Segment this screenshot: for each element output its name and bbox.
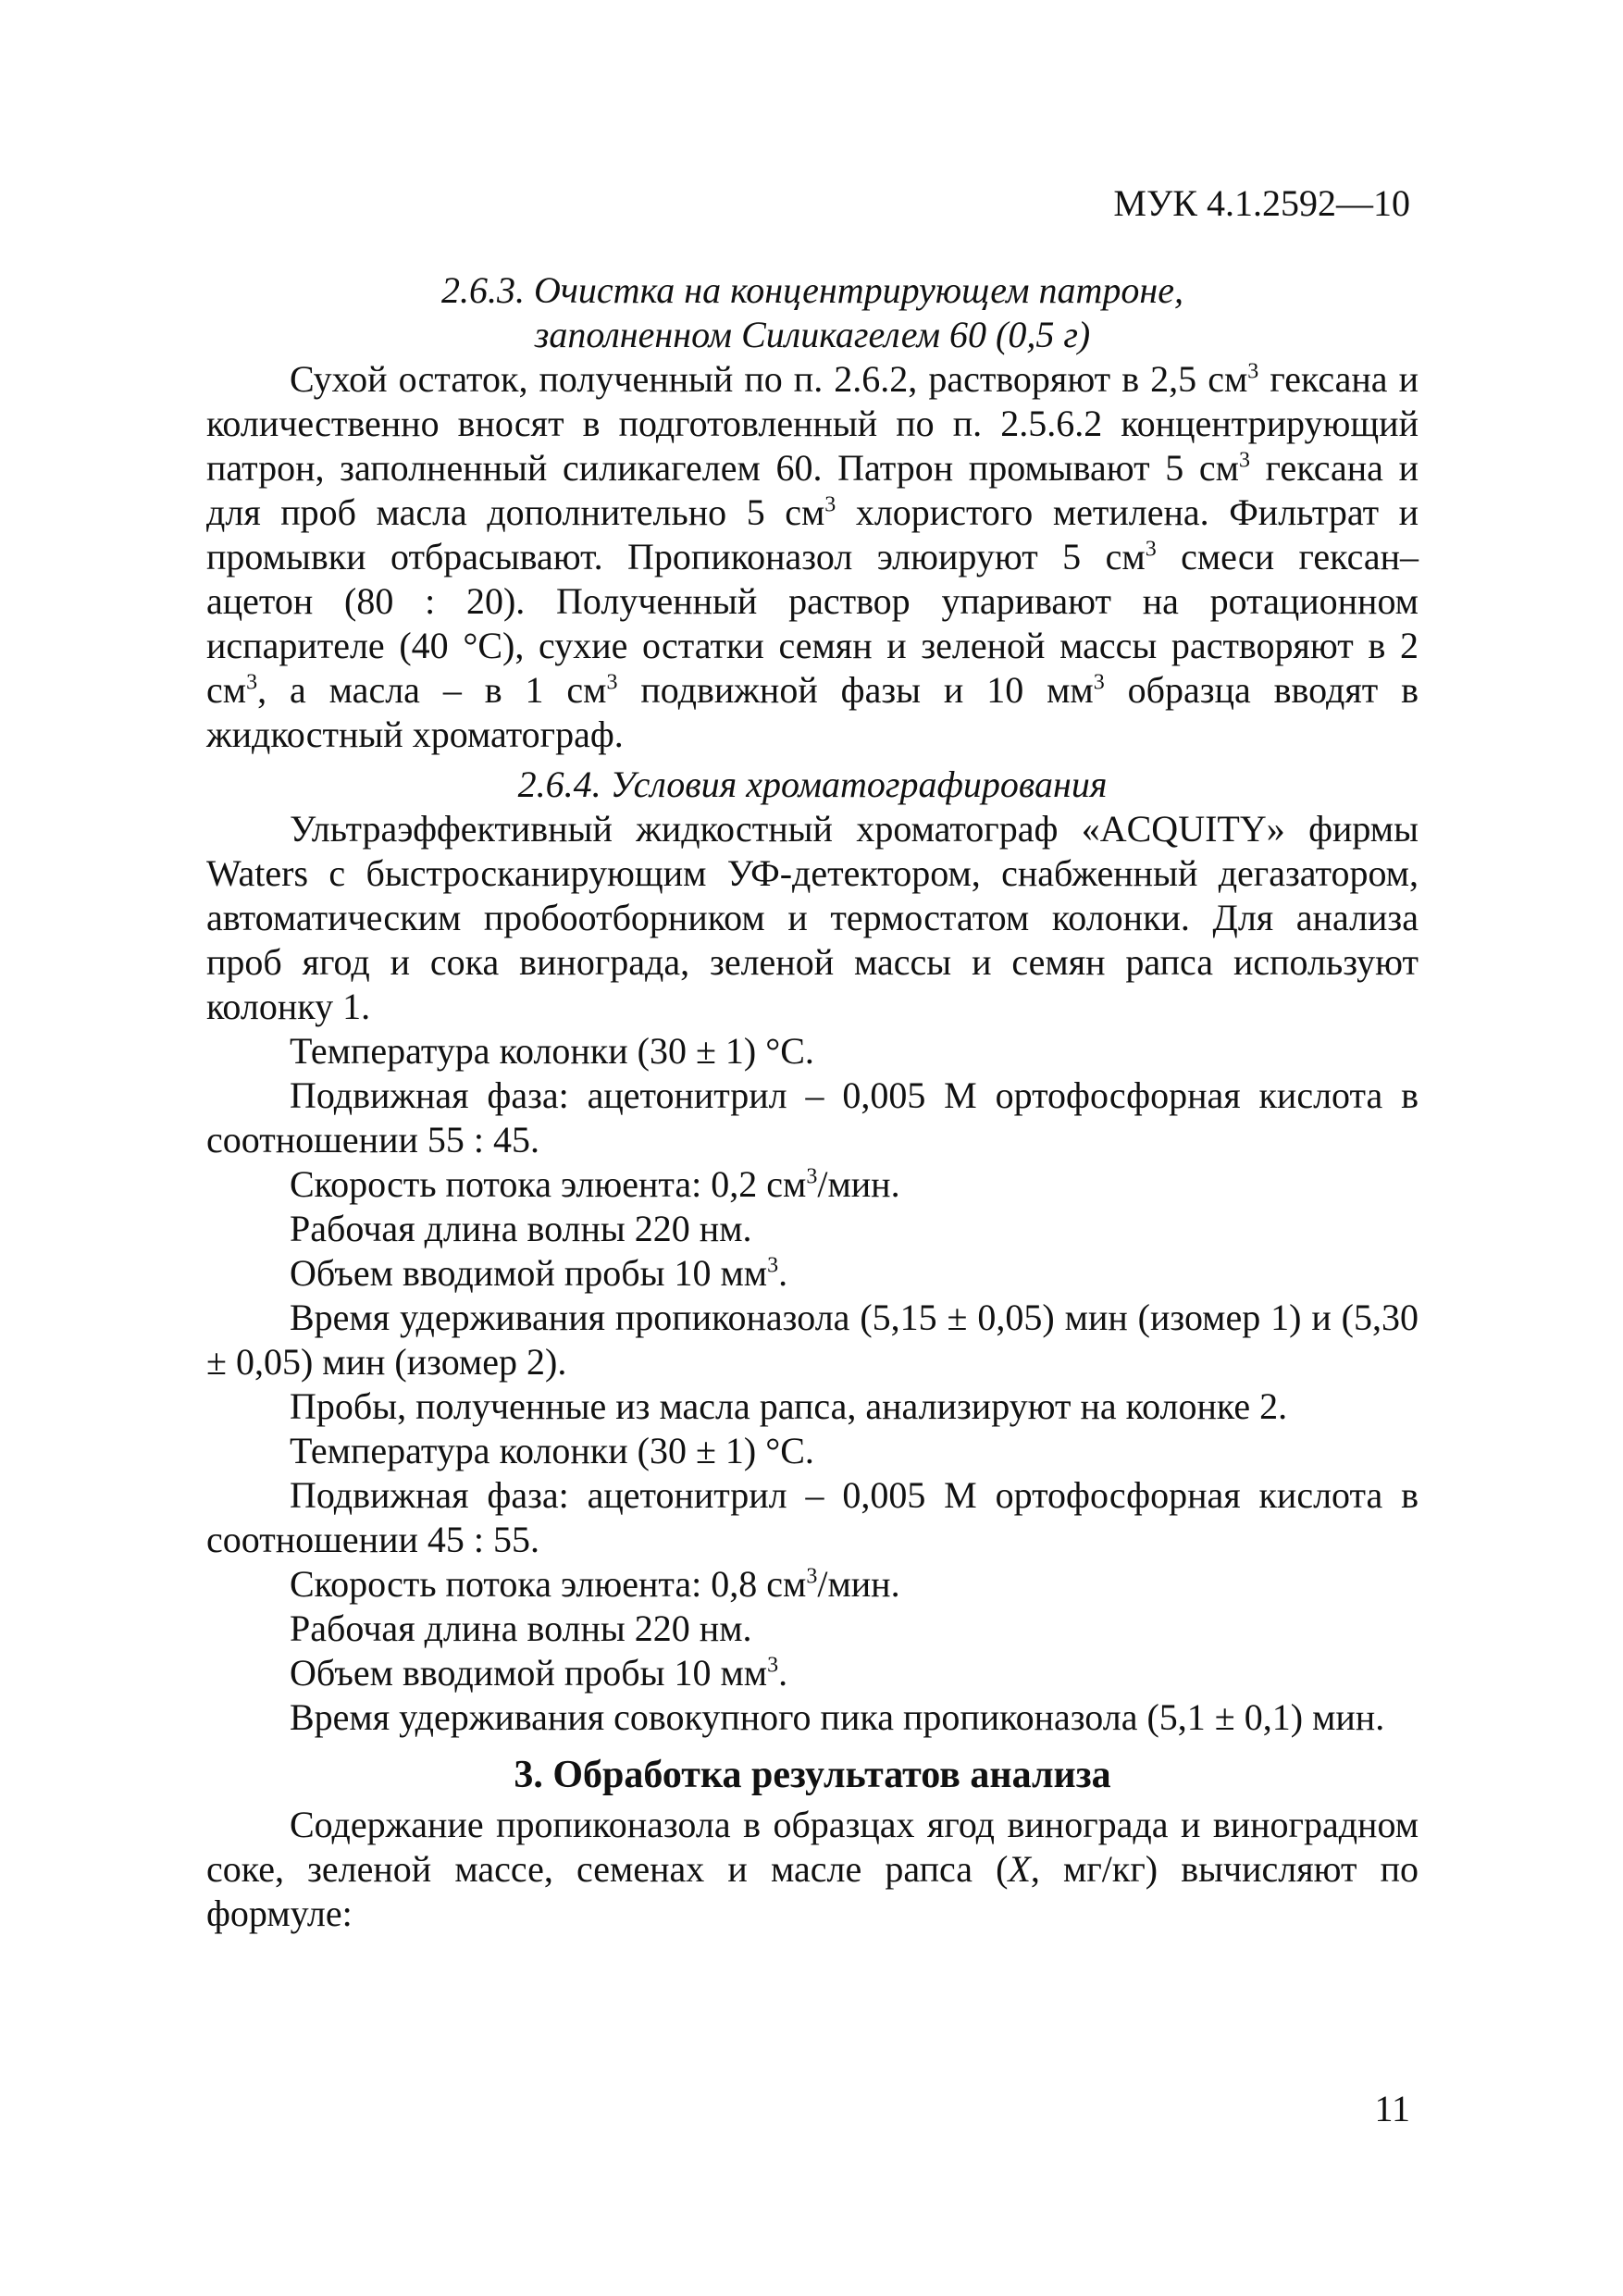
- oil-samples-note: Пробы, полученные из масла рапса, анализируют на колонке 2.: [290, 1385, 1288, 1427]
- page-content: [206, 268, 1419, 1936]
- document-code-header: МУК 4.1.2592—10: [1113, 182, 1410, 224]
- paragraph-cleanup: Сухой остаток, полученный по п. 2.6.2, растворяют в 2,5 $см^3$ гексана и количественно вносят в подготовленный по п. 2.5.6.2 концентрирующий патрон, заполненный силикагелем 60. Патрон промывают 5 $см^3$ гексана и для проб масла дополнительно 5 $см^3$ хлористого метилена. Фильтрат и промывки отбрасывают. Пропиконазол элюируют 5 $см^3$ смеси гексан–ацетон (80 : 20). Полученный раствор упаривают на ротационном испарителе (40 °С), сухие остатки семян и зеленой массы растворяют в 2 $см^3$, а масла – в 1 $см^3$ подвижной фазы и 10 $мм^3$ образца вводят в жидкостный хроматограф.: [206, 358, 1419, 755]
- column1-wavelength: Рабочая длина волны 220 нм.: [290, 1208, 752, 1249]
- subsection-title-2-6-3-line2: заполненном Силикагелем 60 (0,5 г): [534, 314, 1091, 355]
- page-number: 11: [1374, 2088, 1410, 2129]
- paragraph-results: Содержание пропиконазола в образцах ягод винограда и виноградном соке, зеленой массе, семенах и масле рапса (X, мг/кг) вычисляют по формуле:: [206, 1804, 1419, 1934]
- section-title-3: 3. Обработка результатов анализа: [514, 1754, 1111, 1796]
- column2-temperature: Температура колонки (30 ± 1) °С.: [290, 1430, 814, 1471]
- subsection-title-2-6-4: 2.6.4. Условия хроматографирования: [517, 763, 1108, 805]
- column2-retention-time: Время удерживания совокупного пика пропиконазола (5,1 ± 0,1) мин.: [290, 1696, 1385, 1738]
- column1-mobile-phase: Подвижная фаза: ацетонитрил – 0,005 М ортофосфорная кислота в соотношении 55 : 45.: [206, 1074, 1419, 1160]
- column1-retention-time: Время удерживания пропиконазола (5,15 ± 0,05) мин (изомер 1) и (5,30 ± 0,05) мин (изомер 2).: [206, 1297, 1419, 1383]
- column1-flow-rate: Скорость потока элюента: 0,2 $см^3$/мин.: [290, 1163, 900, 1205]
- column1-injection-volume: Объем вводимой пробы 10 $мм^3$.: [290, 1252, 788, 1294]
- subsection-title-2-6-3-line1: 2.6.3. Очистка на концентрирующем патроне,: [440, 269, 1184, 311]
- paragraph-chromatograph: Ультраэффективный жидкостный хроматограф «ACQUITY» фирмы Waters с быстросканирующим УФ-детектором, снабженный дегазатором, автоматическим пробоотборником и термостатом колонки. Для анализа проб ягод и сока винограда, зеленой массы и семян рапса используют колонку 1.: [206, 808, 1419, 1027]
- column2-wavelength: Рабочая длина волны 220 нм.: [290, 1607, 752, 1649]
- column2-flow-rate: Скорость потока элюента: 0,8 $см^3$/мин.: [290, 1563, 900, 1605]
- column2-mobile-phase: Подвижная фаза: ацетонитрил – 0,005 М ортофосфорная кислота в соотношении 45 : 55.: [206, 1474, 1419, 1560]
- column1-temperature: Температура колонки (30 ± 1) °С.: [290, 1030, 814, 1072]
- column2-injection-volume: Объем вводимой пробы 10 $мм^3$.: [290, 1652, 788, 1694]
